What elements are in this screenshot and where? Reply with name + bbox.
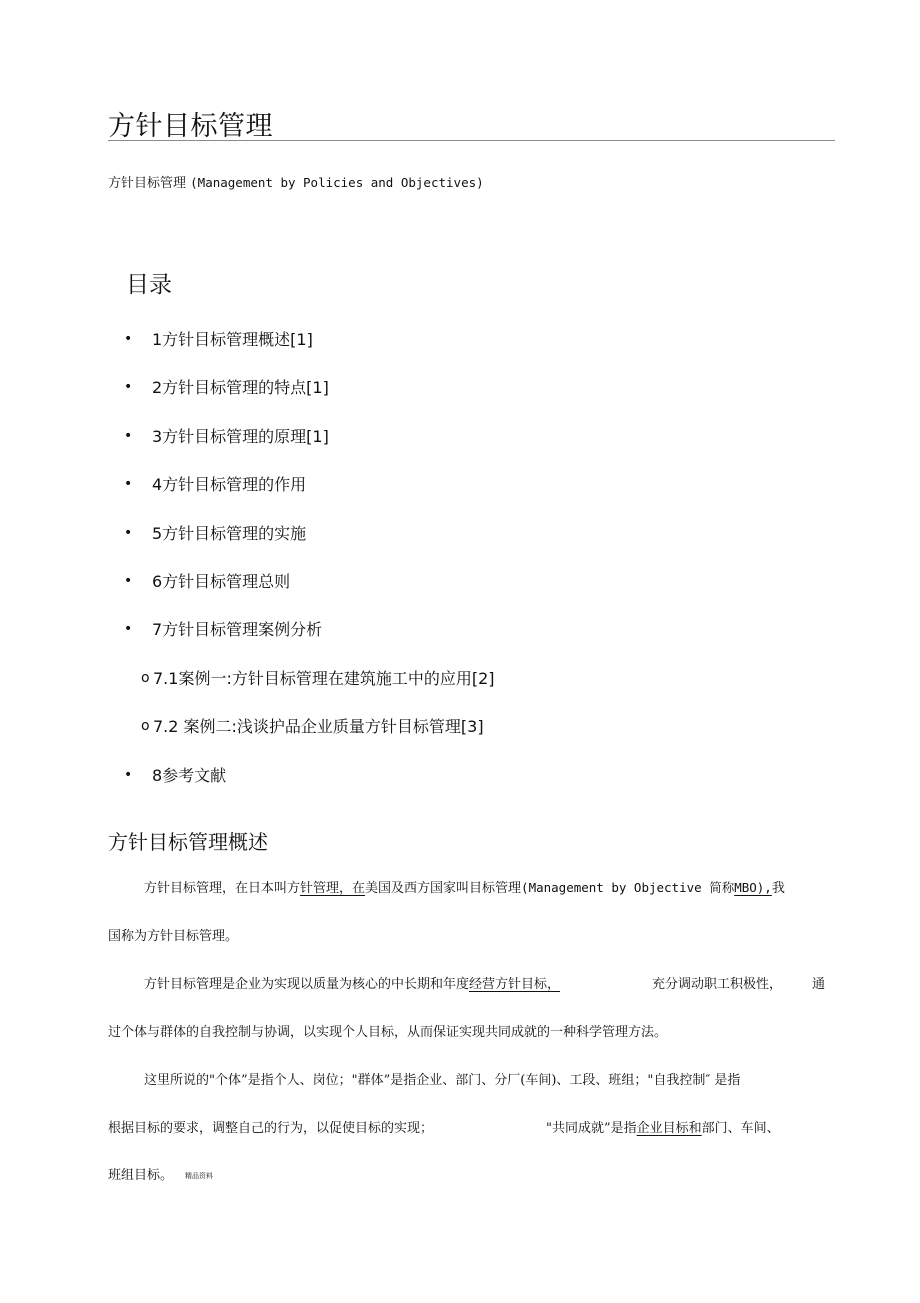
text-run: 方针目标管理，在日本叫方 — [144, 881, 301, 896]
toc-heading: 目录 — [126, 272, 172, 298]
toc-item-2[interactable] — [124, 375, 329, 398]
bullet-icon: • — [124, 475, 133, 492]
bullet-icon: • — [124, 330, 133, 347]
toc-item-label: 7方针目标管理案例分析 — [152, 620, 323, 639]
section-heading: 方针目标管理概述 — [108, 830, 268, 854]
toc-item-label: 7.1案例一:方针目标管理在建筑施工中的应用[2] — [153, 669, 495, 688]
subtitle — [108, 172, 484, 191]
toc-item-label: 3方针目标管理的原理[1] — [152, 427, 329, 446]
bullet-icon: • — [124, 572, 133, 589]
toc-item-label: 1方针目标管理概述[1] — [152, 330, 313, 349]
bullet-icon: • — [124, 427, 133, 444]
toc-subitem-7-2[interactable] — [141, 714, 484, 737]
bullet-icon: • — [124, 524, 133, 541]
toc-item-6[interactable] — [124, 569, 290, 592]
text-run: 班组目标。 — [108, 1168, 174, 1183]
toc-item-5[interactable] — [124, 521, 306, 544]
toc-subitem-7-1[interactable] — [141, 666, 495, 689]
page-title: 方针目标管理 — [108, 111, 273, 142]
circle-bullet-icon: o — [141, 669, 150, 686]
text-run: (Management by Objective 简称 — [521, 880, 735, 895]
toc-item-label: 2方针目标管理的特点[1] — [152, 378, 329, 397]
paragraph-3-line-3 — [108, 1164, 213, 1183]
text-run: 美国及西方国家叫目标管理 — [365, 881, 522, 896]
paragraph-2-line-1 — [144, 973, 560, 992]
paragraph-3-line-2-tail — [546, 1117, 780, 1136]
subtitle-en: (Management by Policies and Objectives) — [190, 175, 484, 190]
toc-item-label: 6方针目标管理总则 — [152, 572, 291, 591]
toc-item-label: 7.2 案例二:浅谈护品企业质量方针目标管理[3] — [153, 717, 484, 736]
text-run: 方针目标管理是企业为实现以质量为核心的中长期和年度 — [144, 977, 470, 992]
bullet-icon: • — [124, 620, 133, 637]
link-text[interactable]: 企业目标和 — [636, 1121, 702, 1136]
link-text[interactable]: 针管理，在 — [300, 881, 366, 896]
text-run: 部门、车间、 — [701, 1121, 780, 1136]
text-run: 我 — [771, 881, 785, 896]
toc-item-3[interactable] — [124, 424, 329, 447]
paragraph-3-line-2: 根据目标的要求，调整自己的行为，以促使目标的实现； — [108, 1121, 434, 1136]
footnote-label: 精品资料 — [185, 1171, 214, 1180]
bullet-icon: • — [124, 378, 133, 395]
toc-item-label: 8参考文献 — [152, 766, 227, 785]
paragraph-1-line-2: 国称为方针目标管理。 — [108, 929, 239, 944]
bullet-icon: • — [124, 766, 133, 783]
toc-item-4[interactable] — [124, 472, 306, 495]
toc-item-1[interactable] — [124, 327, 313, 350]
paragraph-2-line-2: 过个体与群体的自我控制与协调，以实现个人目标，从而保证实现共同成就的一种科学管理方法。 — [108, 1025, 668, 1040]
link-text[interactable]: MBO), — [734, 880, 772, 895]
paragraph-1-line-1 — [144, 877, 785, 896]
toc-item-label: 4方针目标管理的作用 — [152, 475, 307, 494]
toc-item-8[interactable] — [124, 763, 226, 786]
title-divider — [108, 140, 835, 141]
subtitle-cn: 方针目标管理 — [108, 176, 191, 191]
text-run: "共同成就”是指 — [546, 1121, 637, 1136]
circle-bullet-icon: o — [141, 717, 150, 734]
link-text[interactable]: 经营方针目标， — [469, 977, 561, 992]
paragraph-3-line-1: 这里所说的"个体”是指个人、岗位；"群体”是指企业、部门、分厂(车间)、工段、班组；"自我控制″ 是指 — [144, 1073, 741, 1088]
toc-item-label: 5方针目标管理的实施 — [152, 524, 307, 543]
toc-item-7[interactable] — [124, 617, 322, 640]
paragraph-2-line-1-end: 通 — [812, 977, 826, 992]
paragraph-2-line-1-tail: 充分调动职工积极性， — [652, 977, 783, 992]
